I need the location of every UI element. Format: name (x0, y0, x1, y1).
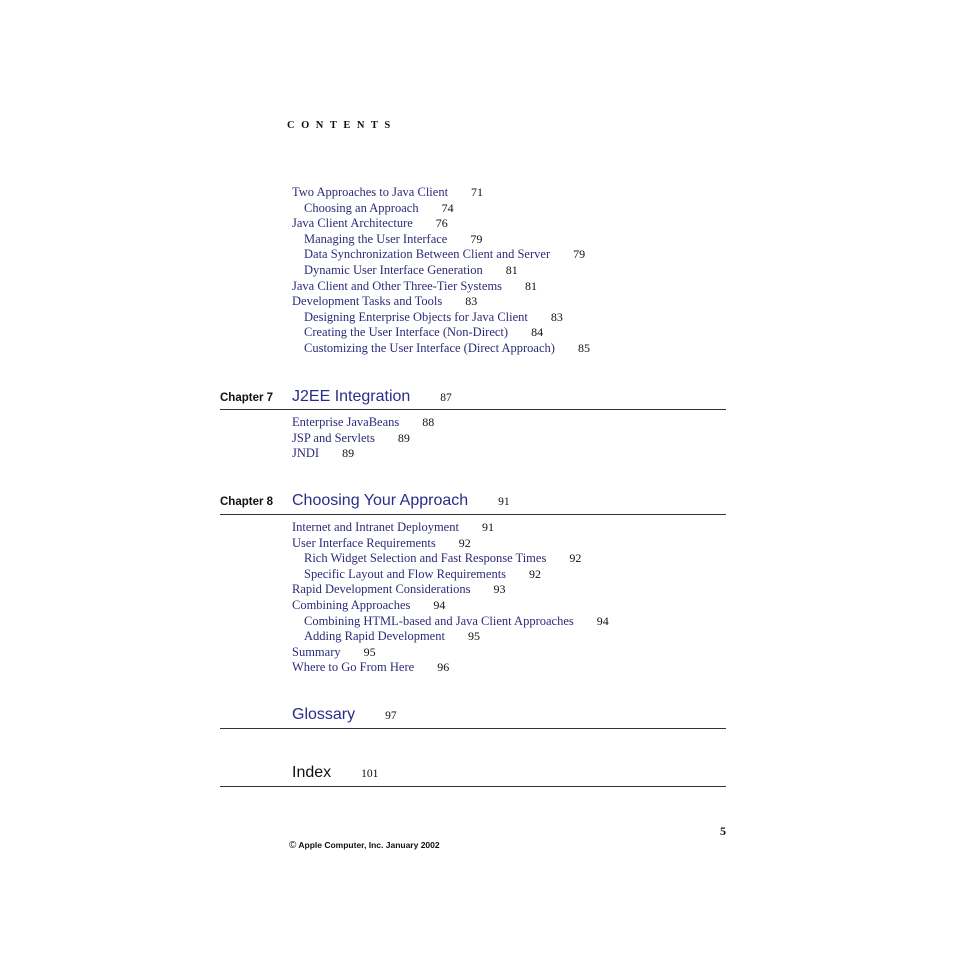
chapter-label: Chapter 7 (220, 392, 274, 404)
toc-entry-page: 95 (467, 629, 480, 644)
toc-entry[interactable] (292, 431, 434, 447)
toc-entry-page: 94 (596, 613, 609, 628)
toc-entry[interactable] (292, 520, 609, 536)
copyright-notice (289, 840, 440, 851)
glossary-title[interactable]: Glossary (292, 706, 356, 723)
page-header-title: CONTENTS (287, 120, 397, 131)
toc-entry-title[interactable]: JNDI (292, 446, 320, 461)
toc-entry-page: 79 (573, 247, 586, 262)
chapter-rule (220, 514, 726, 515)
toc-entry[interactable] (292, 551, 609, 567)
toc-entry[interactable] (292, 263, 590, 279)
toc-entry-title[interactable]: Development Tasks and Tools (292, 294, 443, 309)
chapter-title-row[interactable] (292, 706, 397, 724)
toc-entry[interactable] (292, 201, 590, 217)
toc-entry-title[interactable]: Summary (292, 644, 341, 659)
copyright-text: Apple Computer, Inc. January 2002 (298, 840, 440, 850)
toc-entry[interactable] (292, 325, 590, 341)
toc-entry-title[interactable]: Enterprise JavaBeans (292, 415, 400, 429)
toc-entry-title[interactable]: Dynamic User Interface Generation (304, 262, 483, 277)
toc-entry-page: 91 (481, 520, 494, 534)
toc-entry[interactable] (292, 415, 434, 431)
toc-entry-title[interactable]: Data Synchronization Between Client and Server (304, 247, 551, 262)
index-heading (220, 764, 726, 786)
toc-section-chapter-7 (292, 415, 434, 462)
chapter-rule (220, 786, 726, 787)
toc-entry[interactable] (292, 279, 590, 295)
toc-entry-title[interactable]: Combining Approaches (292, 597, 411, 612)
toc-entry[interactable] (292, 645, 609, 661)
toc-entry-page: 79 (470, 231, 483, 246)
toc-entry-page: 81 (525, 278, 538, 293)
index-title: Index (292, 764, 332, 781)
toc-entry-title[interactable]: Rich Widget Selection and Fast Response Times (304, 551, 547, 566)
toc-entry[interactable] (292, 614, 609, 630)
toc-entry-title[interactable]: Combining HTML-based and Java Client Approaches (304, 613, 574, 628)
chapter-title[interactable]: J2EE Integration (292, 388, 411, 405)
chapter-title[interactable]: Choosing Your Approach (292, 492, 469, 509)
toc-entry-page: 85 (577, 340, 590, 355)
toc-entry[interactable] (292, 660, 609, 676)
toc-entry[interactable] (292, 294, 590, 310)
toc-entry-page: 92 (458, 535, 471, 550)
toc-entry-page: 93 (493, 582, 506, 597)
copyright-icon: © (289, 840, 297, 851)
toc-entry-title[interactable]: JSP and Servlets (292, 430, 375, 445)
chapter-rule (220, 409, 726, 410)
toc-entry[interactable] (292, 582, 609, 598)
toc-entry-title[interactable]: Creating the User Interface (Non-Direct) (304, 325, 509, 340)
toc-entry[interactable] (292, 536, 609, 552)
toc-entry-title[interactable]: Two Approaches to Java Client (292, 185, 449, 199)
page-number: 5 (720, 824, 726, 838)
toc-entry[interactable] (292, 598, 609, 614)
toc-entry-page: 88 (422, 415, 435, 429)
toc-entry[interactable] (292, 247, 590, 263)
toc-entry[interactable] (292, 216, 590, 232)
toc-section-intro (292, 185, 590, 357)
toc-entry-title[interactable]: Where to Go From Here (292, 660, 415, 675)
toc-entry-title[interactable]: Internet and Intranet Deployment (292, 520, 459, 534)
chapter-label: Chapter 8 (220, 496, 274, 508)
toc-entry-page: 89 (397, 430, 410, 445)
toc-entry-page: 76 (435, 216, 448, 231)
toc-entry-title[interactable]: Java Client and Other Three-Tier Systems (292, 278, 503, 293)
toc-entry-page: 71 (471, 185, 484, 199)
toc-entry[interactable] (292, 629, 609, 645)
toc-entry-page: 74 (441, 200, 454, 215)
toc-entry[interactable] (292, 446, 434, 462)
toc-entry-page: 95 (363, 644, 376, 659)
toc-entry-page: 84 (531, 325, 544, 340)
toc-entry-title[interactable]: Designing Enterprise Objects for Java Client (304, 309, 528, 324)
toc-entry-page: 89 (342, 446, 355, 461)
toc-entry[interactable] (292, 310, 590, 326)
glossary-page: 97 (385, 710, 397, 722)
chapter-title-row[interactable] (292, 388, 452, 406)
toc-entry-title[interactable]: Java Client Architecture (292, 216, 413, 231)
toc-entry-title[interactable]: Specific Layout and Flow Requirements (304, 566, 507, 581)
chapter-rule (220, 728, 726, 729)
toc-entry-page: 83 (550, 309, 563, 324)
toc-entry-page: 92 (529, 566, 542, 581)
toc-entry-title[interactable]: Rapid Development Considerations (292, 582, 471, 597)
chapter-7-heading (220, 388, 726, 408)
toc-entry-page: 92 (569, 551, 582, 566)
toc-entry-page: 83 (465, 294, 478, 309)
toc-entry-title[interactable]: Choosing an Approach (304, 200, 419, 215)
toc-entry[interactable] (292, 232, 590, 248)
toc-entry[interactable] (292, 567, 609, 583)
glossary-heading (220, 706, 726, 728)
toc-section-chapter-8 (292, 520, 609, 676)
toc-entry-title[interactable]: Customizing the User Interface (Direct Approach) (304, 340, 555, 355)
index-page: 101 (361, 768, 379, 780)
chapter-8-heading (220, 492, 726, 512)
toc-entry-title[interactable]: User Interface Requirements (292, 535, 436, 550)
toc-entry-page: 81 (505, 262, 518, 277)
toc-entry-title[interactable]: Adding Rapid Development (304, 629, 445, 644)
chapter-page: 91 (498, 496, 510, 508)
toc-entry[interactable] (292, 341, 590, 357)
toc-entry-page: 96 (437, 660, 450, 675)
chapter-title-row (292, 764, 378, 782)
toc-entry[interactable] (292, 185, 590, 201)
toc-entry-page: 94 (433, 597, 446, 612)
chapter-title-row[interactable] (292, 492, 510, 510)
toc-entry-title[interactable]: Managing the User Interface (304, 231, 448, 246)
chapter-page: 87 (440, 392, 452, 404)
